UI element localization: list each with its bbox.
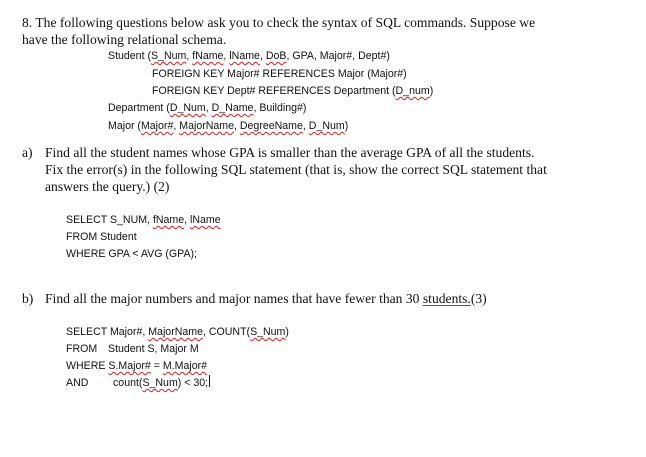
sql-b-count-snum: S_Num xyxy=(142,377,178,389)
department-dnum: D_Num xyxy=(169,102,206,114)
sql-b-smajor: S.Major# xyxy=(108,360,151,372)
major-dnum: D_Num xyxy=(308,120,345,132)
schema-fk-dept: FOREIGN KEY Dept# REFERENCES Department (D_num) xyxy=(152,85,434,97)
sql-b-majorname: MajorName xyxy=(148,326,203,338)
sql-b-snum: S_Num xyxy=(250,326,286,338)
students-underlined: students. xyxy=(422,291,471,306)
part-a-line-3: answers the query.) (2) xyxy=(45,179,170,194)
part-a-sql-line-1: SELECT S_NUM, fName, lName xyxy=(66,214,221,226)
sql-a-fname: fName xyxy=(152,214,185,226)
student-s-num: S_Num xyxy=(151,50,187,62)
student-lname: lName xyxy=(229,50,260,62)
major-major: Major# xyxy=(140,120,174,132)
question-number: 8. xyxy=(22,15,33,30)
part-a-label: a) xyxy=(22,145,33,160)
part-b-label: b) xyxy=(22,291,34,306)
part-b-sql-line-1: SELECT Major#, MajorName, COUNT(S_Num) xyxy=(66,326,289,338)
question-intro-line-1 xyxy=(22,14,535,31)
part-a-line-1: Find all the student names whose GPA is smaller than the average GPA of all the students. xyxy=(45,145,535,160)
schema-student: Student (S_Num, fName, lName, DoB, GPA, Major#, Dept#) xyxy=(108,50,390,62)
schema-fk-major: FOREIGN KEY Major# REFERENCES Major (Major#) xyxy=(152,68,407,80)
schema-department: Department (D_Num, D_Name, Building#) xyxy=(108,102,307,114)
sql-a-lname: lName xyxy=(190,214,221,226)
schema-major: Major (Major#, MajorName, DegreeName, D_Num) xyxy=(108,120,349,132)
part-b-sql-line-2: FROM Student S, Major M xyxy=(66,343,199,355)
student-fname: fName xyxy=(192,50,224,62)
sql-b-mmajor: M.Major# xyxy=(162,360,208,372)
part-a-sql-line-2: FROM Student xyxy=(66,231,137,243)
department-dname: D_Name xyxy=(211,102,254,114)
major-majorname: MajorName xyxy=(179,120,234,132)
part-a-sql-line-3: WHERE GPA < AVG (GPA); xyxy=(66,248,197,260)
part-b-text: Find all the major numbers and major names that have fewer than 30 students.(3) xyxy=(45,291,487,306)
fk-dept-dnum: D_num xyxy=(395,85,430,97)
part-b-sql-line-4: AND count( S_Num ) < 30; xyxy=(66,375,210,392)
question-intro-text: The following questions below ask you to check the syntax of SQL commands. Suppose we xyxy=(35,15,536,30)
major-degreename: DegreeName xyxy=(239,120,303,132)
question-intro-line-2: have the following relational schema. xyxy=(22,32,227,47)
student-dob: DoB xyxy=(265,50,287,62)
part-a-line-2: Fix the error(s) in the following SQL statement (that is, show the correct SQL statement that xyxy=(45,162,547,177)
part-b-sql-line-3: WHERE S.Major# = M.Major# xyxy=(66,360,208,372)
text-cursor xyxy=(209,375,210,387)
